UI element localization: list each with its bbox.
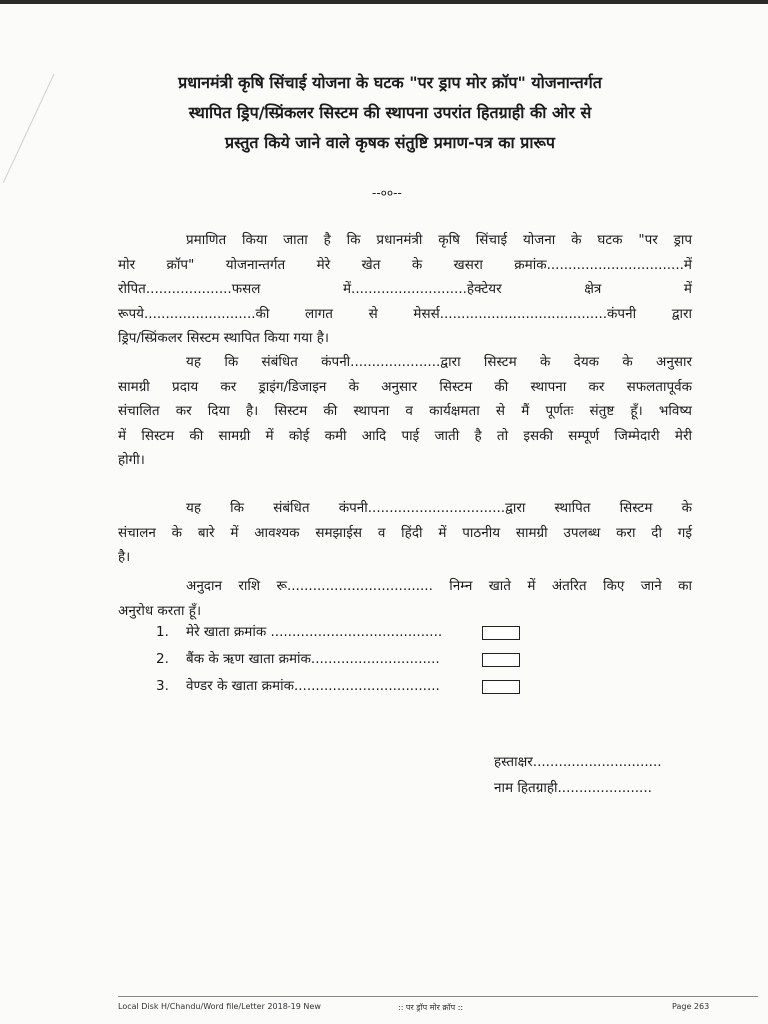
para-line: होगी। xyxy=(118,452,145,468)
training-paragraph xyxy=(118,496,692,570)
beneficiary-name-line: नाम हितग्राही...................... xyxy=(494,780,652,796)
account-list xyxy=(156,622,442,703)
list-number: 1. xyxy=(156,624,169,640)
para-line: रूपये..........................की लागत से मेसर्स.......................................कंपनी द्वारा xyxy=(118,305,692,322)
top-border xyxy=(0,0,768,4)
account-label: मेरे खाता क्रमांक ........................................ xyxy=(186,624,443,640)
para-line: मोर क्रॉप" योजनान्तर्गत मेरे खेत के खसरा क्रमांक................................में xyxy=(118,256,692,273)
grant-paragraph xyxy=(118,574,692,623)
account-box[interactable] xyxy=(482,626,520,640)
para-line: में सिस्टम की सामग्री में कोई कमी आदि पाई जाती है तो इसकी सम्पूर्ण जिम्मेदारी मेरी xyxy=(118,427,692,444)
para-line: रोपित....................फसल में...........................हेक्टेयर क्षेत्र में xyxy=(118,281,692,297)
separator: --००-- xyxy=(372,186,402,200)
para-line: प्रमाणित किया जाता है कि प्रधानमंत्री कृषि सिंचाई योजना के घटक "पर ड्राप xyxy=(186,232,692,248)
list-item xyxy=(156,676,442,703)
account-box[interactable] xyxy=(482,653,520,667)
para-line: संचालन के बारे में आवश्यक समझाईस व हिंदी में पाठनीय सामग्री उपलब्ध करा दी गई xyxy=(118,524,692,541)
footer-file-path: Local Disk H/Chandu/Word file/Letter 2018-19 New xyxy=(118,1002,321,1011)
title-line-2: स्थापित ड्रिप/स्प्रिंकलर सिस्टम की स्थापना उपरांत हितग्राही की ओर से xyxy=(188,103,592,122)
certification-paragraph xyxy=(118,228,692,351)
account-label: बैंक के ऋण खाता क्रमांक.............................. xyxy=(186,651,440,667)
para-line: अनुदान राशि रू.................................. निम्न खाते में अंतरित किए जाने का xyxy=(186,578,692,594)
footer-page-number: Page 263 xyxy=(672,1002,710,1011)
list-item xyxy=(156,649,442,676)
para-line: सामग्री प्रदाय कर ड्राइंग/डिजाइन के अनुसार सिस्टम की स्थापना कर सफलतापूर्वक xyxy=(118,378,692,395)
para-line: यह कि संबंधित कंपनी.....................द्वारा सिस्टम के देयक के अनुसार xyxy=(186,354,692,370)
para-line: संचालित कर दिया है। सिस्टम की स्थापना व कार्यक्षमता से मैं पूर्णतः संतुष्ट हूँ। भविष्य xyxy=(118,403,692,419)
title-line-1: प्रधानमंत्री कृषि सिंचाई योजना के घटक "पर ड्राप मोर क्रॉप" योजनान्तर्गत xyxy=(178,73,602,92)
page-fold-mark xyxy=(0,57,54,183)
account-box[interactable] xyxy=(482,680,520,694)
title-line-3: प्रस्तुत किये जाने वाले कृषक संतुष्टि प्रमाण-पत्र का प्रारूप xyxy=(224,133,556,152)
para-line: ड्रिप/स्प्रिंकलर सिस्टम स्थापित किया गया है। xyxy=(118,330,329,346)
document-title xyxy=(90,68,690,158)
installation-paragraph xyxy=(118,350,692,473)
list-number: 3. xyxy=(156,678,169,694)
signature-line: हस्ताक्षर.............................. xyxy=(494,754,662,770)
para-line: है। xyxy=(118,549,131,565)
list-number: 2. xyxy=(156,651,169,667)
footer-center-text: :: पर ड्रॉप मोर क्रॉप :: xyxy=(398,1003,464,1012)
list-item xyxy=(156,622,442,649)
account-label: वेण्डर के खाता क्रमांक.................................. xyxy=(186,678,440,694)
para-line: अनुरोध करता हूँ। xyxy=(118,602,202,619)
footer-divider xyxy=(118,996,758,997)
para-line: यह कि संबंधित कंपनी................................द्वारा स्थापित सिस्टम के xyxy=(186,500,692,516)
